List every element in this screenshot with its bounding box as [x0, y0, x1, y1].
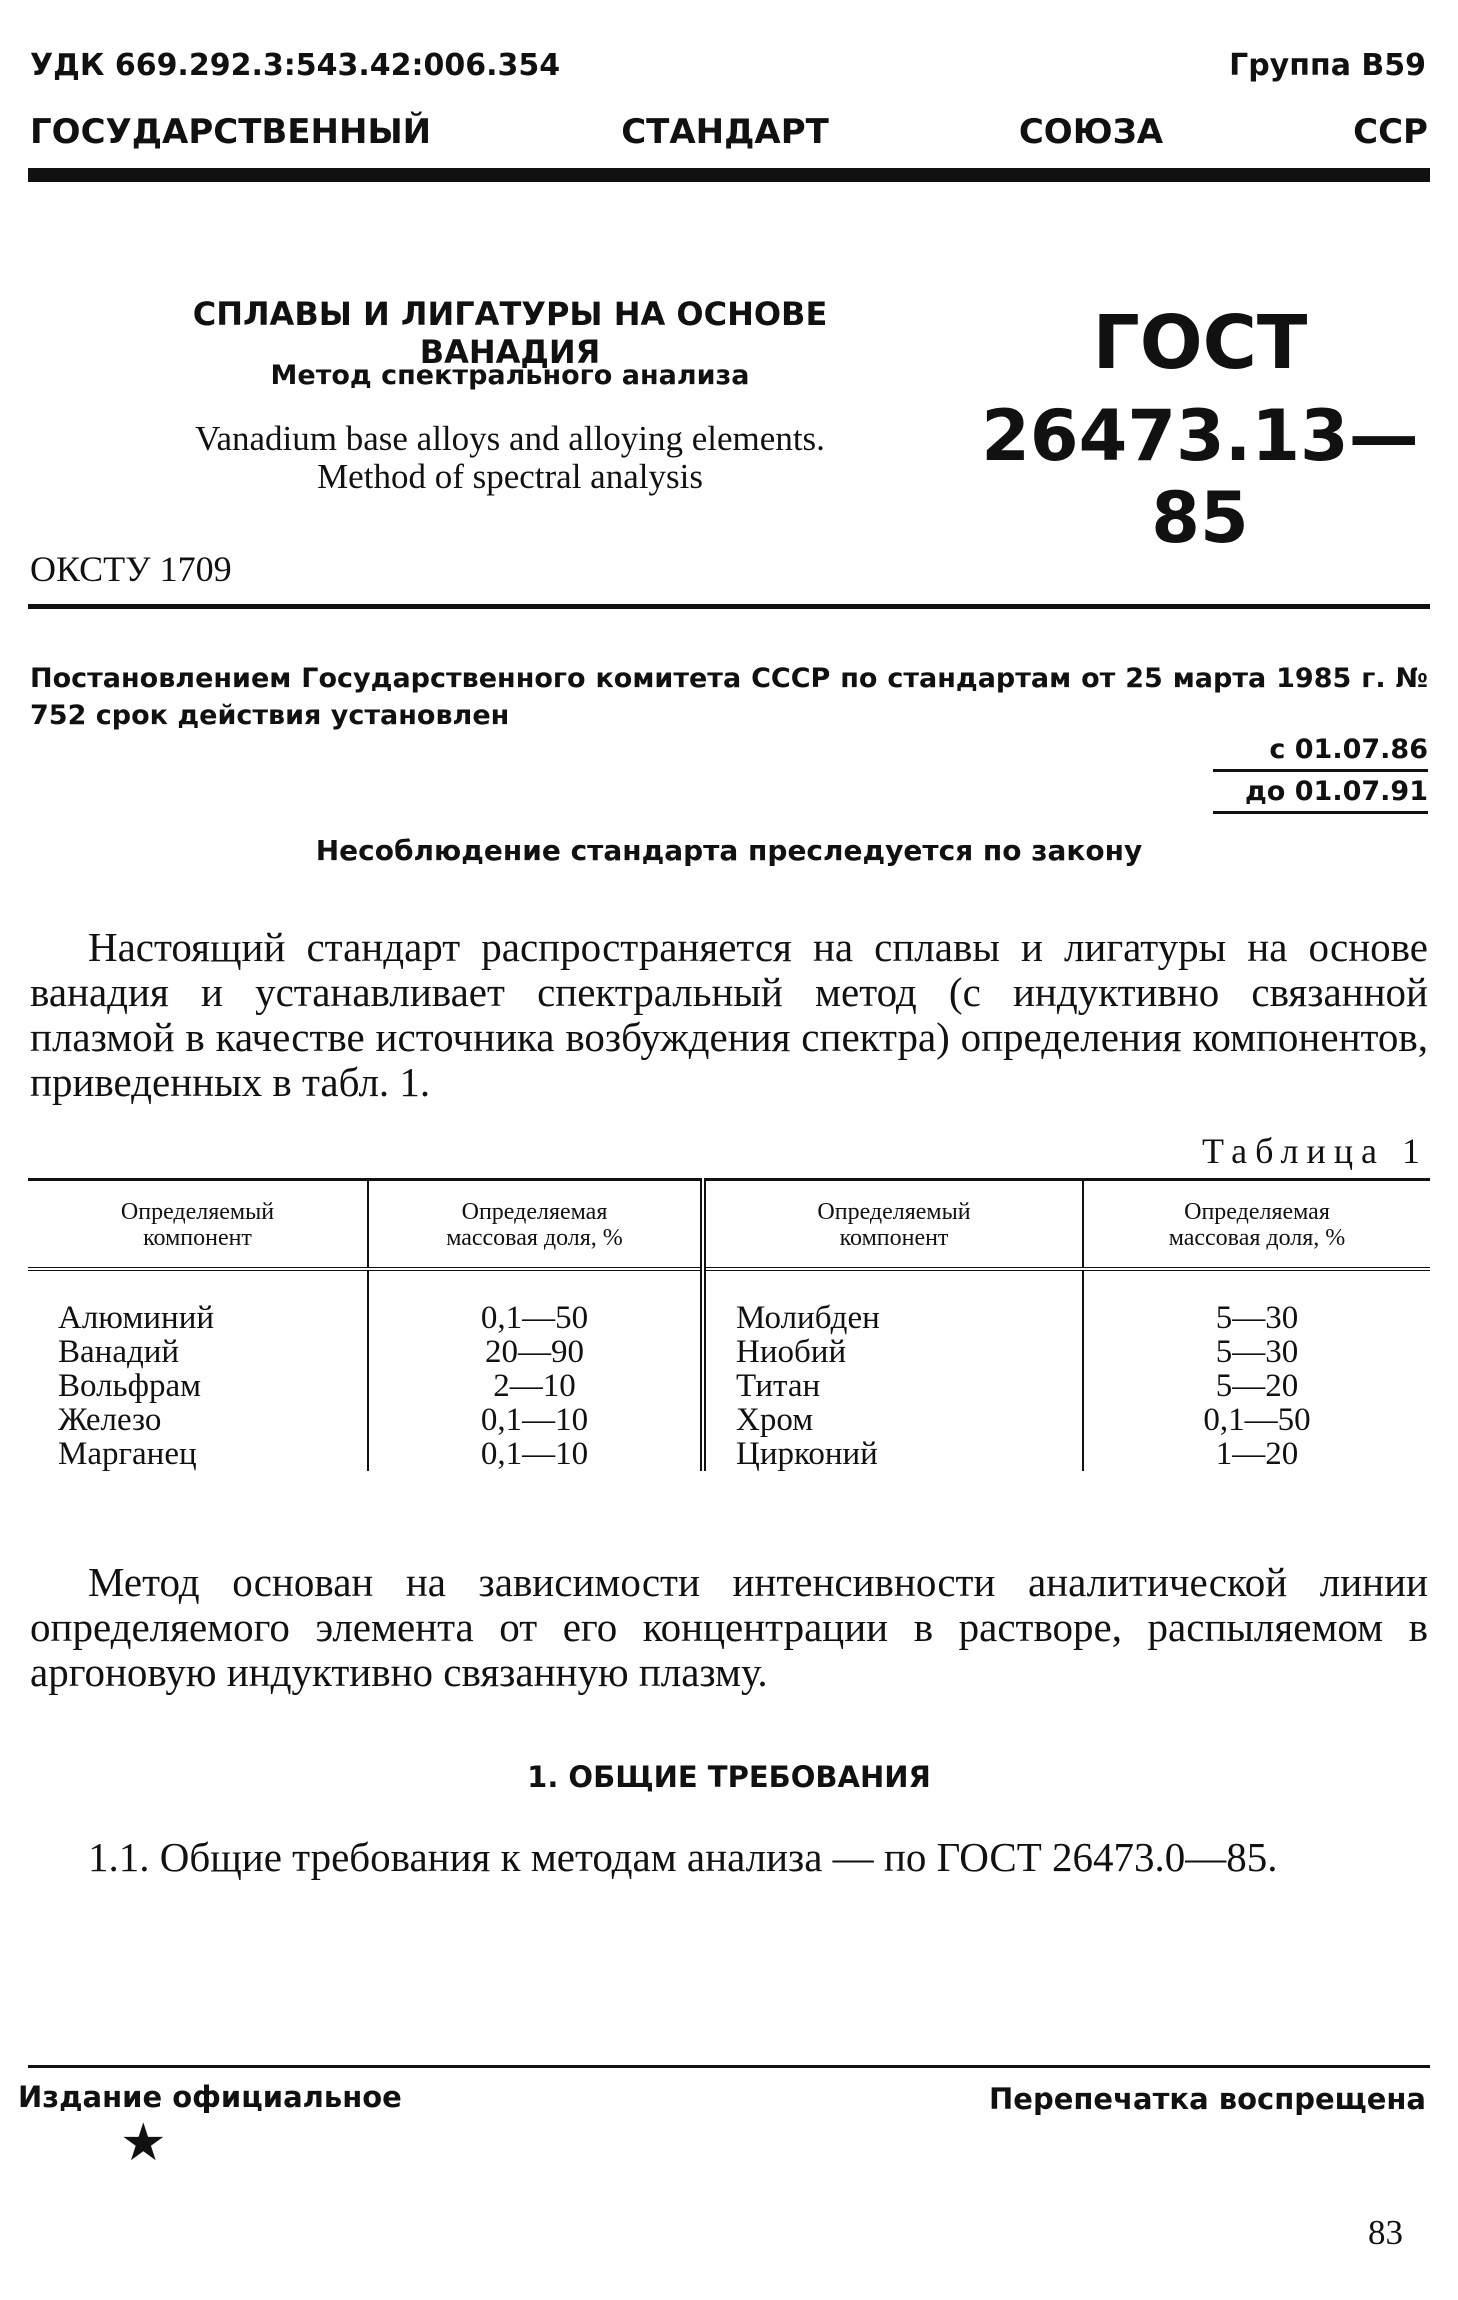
banner-word: СТАНДАРТ — [621, 112, 829, 152]
component-name: Марганец — [58, 1436, 197, 1472]
component-name: Алюминий — [58, 1300, 215, 1336]
mass-fraction: 0,1—50 — [1083, 1403, 1430, 1437]
mass-fraction: 0,1—50 — [368, 1269, 703, 1335]
method-paragraph-text: Метод основан на зависимости интенсивности аналитической линии определяемого элемента от его концентрации в растворе, распыляемом в аргоновую индуктивно связанную плазму. — [30, 1559, 1428, 1695]
components-table — [28, 1178, 1430, 1471]
table-header-row — [28, 1180, 1430, 1270]
table-header-cell: Определяемая массовая доля, % — [368, 1180, 703, 1270]
mass-fraction: 0,1—10 — [368, 1437, 703, 1471]
english-title — [100, 420, 920, 496]
intro-paragraph — [30, 925, 1428, 1105]
component-name: Железо — [58, 1402, 162, 1438]
component-name: Хром — [703, 1403, 1083, 1437]
mass-fraction: 5—20 — [1083, 1369, 1430, 1403]
gost-number: 26473.13—85 — [981, 395, 1419, 559]
english-title-line: Vanadium base alloys and alloying elements. — [195, 419, 825, 458]
table-row — [28, 1269, 1430, 1335]
component-name: Вольфрам — [58, 1368, 202, 1404]
component-name: Титан — [703, 1369, 1083, 1403]
star-icon: ★ — [120, 2115, 167, 2172]
table-caption: Таблица 1 — [1202, 1131, 1428, 1171]
valid-to-date: до 01.07.91 — [1213, 772, 1428, 814]
edition-note: Издание официальное — [18, 2080, 402, 2114]
banner-word: СОЮЗА — [1018, 112, 1164, 152]
english-title-line: Method of spectral analysis — [317, 457, 703, 496]
udk-code: УДК 669.292.3:543.42:006.354 — [30, 48, 561, 83]
page-number: 83 — [1368, 2213, 1403, 2252]
section-divider — [28, 604, 1430, 609]
table-header-cell: Определяемый компонент — [28, 1180, 368, 1270]
decree-text: Постановлением Государственного комитета СССР по стандартам от 25 марта 1985 г. № 752 срок действия установлен — [30, 663, 1428, 731]
section-paragraph-text: 1.1. Общие требования к методам анализа — по ГОСТ 26473.0—85. — [88, 1834, 1278, 1880]
mass-fraction: 5—30 — [1083, 1335, 1430, 1369]
okstu-code: ОКСТУ 1709 — [30, 549, 232, 589]
section-heading: 1. ОБЩИЕ ТРЕБОВАНИЯ — [527, 1760, 931, 1794]
table-row — [28, 1403, 1430, 1437]
state-standard-banner — [30, 112, 1428, 152]
banner-word: ССР — [1353, 112, 1428, 152]
table-header-cell: Определяемая массовая доля, % — [1083, 1180, 1430, 1270]
table-row — [28, 1335, 1430, 1369]
mass-fraction: 2—10 — [368, 1369, 703, 1403]
valid-from-date: с 01.07.86 — [1213, 730, 1428, 772]
gost-label: ГОСТ — [1092, 300, 1308, 386]
legal-warning: Несоблюдение стандарта преследуется по закону — [315, 834, 1143, 867]
footer-divider — [28, 2065, 1430, 2068]
mass-fraction: 0,1—10 — [368, 1403, 703, 1437]
validity-dates — [1213, 730, 1428, 814]
mass-fraction: 20—90 — [368, 1335, 703, 1369]
banner-word: ГОСУДАРСТВЕННЫЙ — [30, 112, 432, 152]
component-name: Ванадий — [58, 1334, 180, 1370]
document-subtitle: Метод спектрального анализа — [270, 360, 750, 391]
component-name: Молибден — [703, 1269, 1083, 1335]
component-name: Цирконий — [703, 1437, 1083, 1471]
header-divider — [28, 168, 1430, 182]
section-paragraph — [30, 1835, 1428, 1880]
mass-fraction: 1—20 — [1083, 1437, 1430, 1471]
intro-paragraph-text: Настоящий стандарт распространяется на сплавы и лигатуры на основе ванадия и устанавливает спектральный метод (с индуктивно связанной плазмой в качестве источника возбуждения спектра) определения компонентов, приведенных в табл. 1. — [30, 924, 1428, 1105]
reprint-note: Перепечатка воспрещена — [989, 2082, 1426, 2116]
group-code: Группа В59 — [1229, 48, 1426, 83]
component-name: Ниобий — [703, 1335, 1083, 1369]
table-row — [28, 1437, 1430, 1471]
mass-fraction: 5—30 — [1083, 1269, 1430, 1335]
method-paragraph — [30, 1560, 1428, 1695]
table-header-cell: Определяемый компонент — [703, 1180, 1083, 1270]
document-title: СПЛАВЫ И ЛИГАТУРЫ НА ОСНОВЕ ВАНАДИЯ — [192, 295, 828, 371]
table-row — [28, 1369, 1430, 1403]
